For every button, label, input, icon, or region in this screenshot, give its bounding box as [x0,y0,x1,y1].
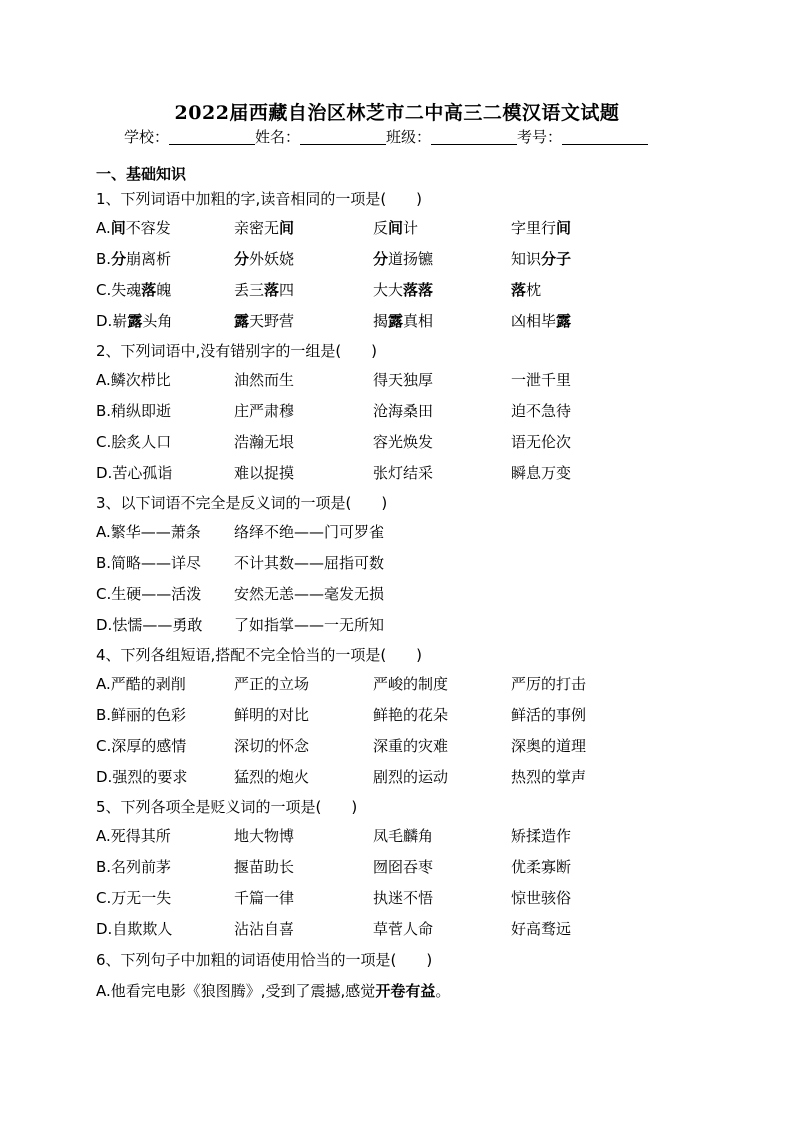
option-item: D.自欺欺人 [96,920,173,938]
option-item: 露天野营 [234,312,295,330]
option-row [96,275,736,306]
option-row [96,976,736,1007]
option-item: 猛烈的炮火 [234,768,310,786]
option-item: 千篇一律 [234,889,295,907]
option-row [96,548,736,579]
option-row [96,731,736,762]
option-item: C.脍炙人口 [96,433,172,451]
option-item: 严正的立场 [234,675,310,693]
option-row [96,517,736,548]
option-item: C.生硬——活泼 [96,585,202,603]
option-item: 丢三落四 [234,281,295,299]
option-row [96,914,736,945]
option-item: 难以捉摸 [234,464,295,482]
option-item: A.死得其所 [96,827,171,845]
option-row [96,700,736,731]
option-item: A.繁华——萧条 [96,523,201,541]
bold-char: 分子 [541,250,572,268]
option-row [96,458,736,489]
option-text-end: 。 [435,982,451,1000]
option-item: B.简略——详尽 [96,554,202,572]
question-stem: 4、下列各组短语,搭配不完全恰当的一项是( ) [96,646,423,664]
option-item: 草菅人命 [373,920,434,938]
option-item: 分道扬镳 [373,250,434,268]
option-item: 凶相毕露 [511,312,572,330]
bold-char: 间 [110,219,126,237]
option-item: A.鳞次栉比 [96,371,171,389]
option-item: 浩瀚无垠 [234,433,295,451]
question-stem: 2、下列词语中,没有错别字的一组是( ) [96,342,378,360]
option-row [96,213,736,244]
school-label: 学校： [124,128,170,146]
option-item: 深切的怀念 [234,737,310,755]
option-item: 执迷不悟 [373,889,434,907]
bold-char: 分 [373,250,389,268]
number-label: 考号： [517,128,563,146]
option-item: 落枕 [511,281,542,299]
option-row [96,306,736,337]
bold-char: 落 [141,281,157,299]
option-row [96,669,736,700]
option-item: 一泄千里 [511,371,572,389]
option-item: 凤毛麟角 [373,827,434,845]
option-item: 不计其数——屈指可数 [234,554,385,572]
option-item: 大大落落 [373,281,434,299]
bold-char: 露 [388,312,404,330]
school-blank[interactable] [169,130,255,145]
number-blank[interactable] [562,130,648,145]
bold-char: 间 [388,219,404,237]
bold-char: 露 [127,312,143,330]
option-item: D.怯懦——勇敢 [96,616,203,634]
option-item: B.鲜丽的色彩 [96,706,187,724]
option-row [96,883,736,914]
option-item: 揠苗助长 [234,858,295,876]
option-item: D.苦心孤诣 [96,464,173,482]
option-row [96,762,736,793]
option-item: C.万无一失 [96,889,172,907]
class-label: 班级： [386,128,432,146]
option-item: 迫不急待 [511,402,572,420]
option-item: A.严酷的剥削 [96,675,186,693]
bold-char: 分 [234,250,250,268]
option-item: 深奥的道理 [511,737,587,755]
option-item: 语无伦次 [511,433,572,451]
option-item: 矫揉造作 [511,827,572,845]
option-item: 鲜艳的花朵 [373,706,449,724]
bold-char: 露 [556,312,572,330]
option-item: 得天独厚 [373,371,434,389]
question-stem: 1、下列词语中加粗的字,读音相同的一项是( ) [96,190,423,208]
bold-char: 间 [556,219,572,237]
option-item: 鲜活的事例 [511,706,587,724]
option-row [96,821,736,852]
option-item: 油然而生 [234,371,295,389]
option-item: 沾沾自喜 [234,920,295,938]
name-blank[interactable] [300,130,386,145]
option-item: 亲密无间 [234,219,295,237]
option-row [96,427,736,458]
bold-char: 露 [234,312,250,330]
option-item: 瞬息万变 [511,464,572,482]
page-title: 2022届西藏自治区林芝市二中高三二模汉语文试题 [174,102,620,124]
option-item: 分外妖娆 [234,250,295,268]
option-item: 惊世骇俗 [511,889,572,907]
name-label: 姓名： [255,128,301,146]
section-heading: 一、基础知识 [96,165,187,183]
option-item: 热烈的掌声 [511,768,587,786]
option-item: 剧烈的运动 [373,768,449,786]
option-item: 地大物博 [234,827,295,845]
option-text: A.他看完电影《狼图腾》,受到了震撼,感觉 [96,982,376,1000]
option-row [96,579,736,610]
question-stem: 3、以下词语不完全是反义词的一项是( ) [96,494,388,512]
option-item: 安然无恙——毫发无损 [234,585,385,603]
option-item: 囫囵吞枣 [373,858,434,876]
option-item: 容光焕发 [373,433,434,451]
option-item: 深重的灾难 [373,737,449,755]
option-item: 张灯结采 [373,464,434,482]
option-item: B.稍纵即逝 [96,402,172,420]
option-item: B.分崩离析 [96,250,172,268]
question-stem: 6、下列句子中加粗的词语使用恰当的一项是( ) [96,951,433,969]
option-item: A.间不容发 [96,219,171,237]
option-item: D.强烈的要求 [96,768,188,786]
student-info-line [124,126,648,147]
option-row [96,396,736,427]
option-item: 严厉的打击 [511,675,587,693]
question-stem: 5、下列各项全是贬义词的一项是( ) [96,798,358,816]
option-item: 严峻的制度 [373,675,449,693]
option-row [96,610,736,641]
option-item: 字里行间 [511,219,572,237]
option-item: C.失魂落魄 [96,281,172,299]
option-item: 庄严肃穆 [234,402,295,420]
option-item: 优柔寡断 [511,858,572,876]
bold-phrase: 开卷有益 [375,982,436,1000]
option-item: 了如指掌——一无所知 [234,616,385,634]
option-item: 沧海桑田 [373,402,434,420]
bold-char: 落落 [403,281,434,299]
bold-char: 落 [264,281,280,299]
option-item: C.深厚的感情 [96,737,187,755]
option-item: 揭露真相 [373,312,434,330]
exam-content [96,163,736,1007]
option-item: B.名列前茅 [96,858,172,876]
option-item: 知识分子 [511,250,572,268]
option-item: 好高骛远 [511,920,572,938]
class-blank[interactable] [431,130,517,145]
option-row [96,365,736,396]
option-item: 反间计 [373,219,419,237]
bold-char: 落 [511,281,527,299]
option-row [96,244,736,275]
option-item: D.崭露头角 [96,312,173,330]
option-item: 络绎不绝——门可罗雀 [234,523,385,541]
bold-char: 间 [279,219,295,237]
option-item: 鲜明的对比 [234,706,310,724]
option-row [96,852,736,883]
bold-char: 分 [111,250,127,268]
